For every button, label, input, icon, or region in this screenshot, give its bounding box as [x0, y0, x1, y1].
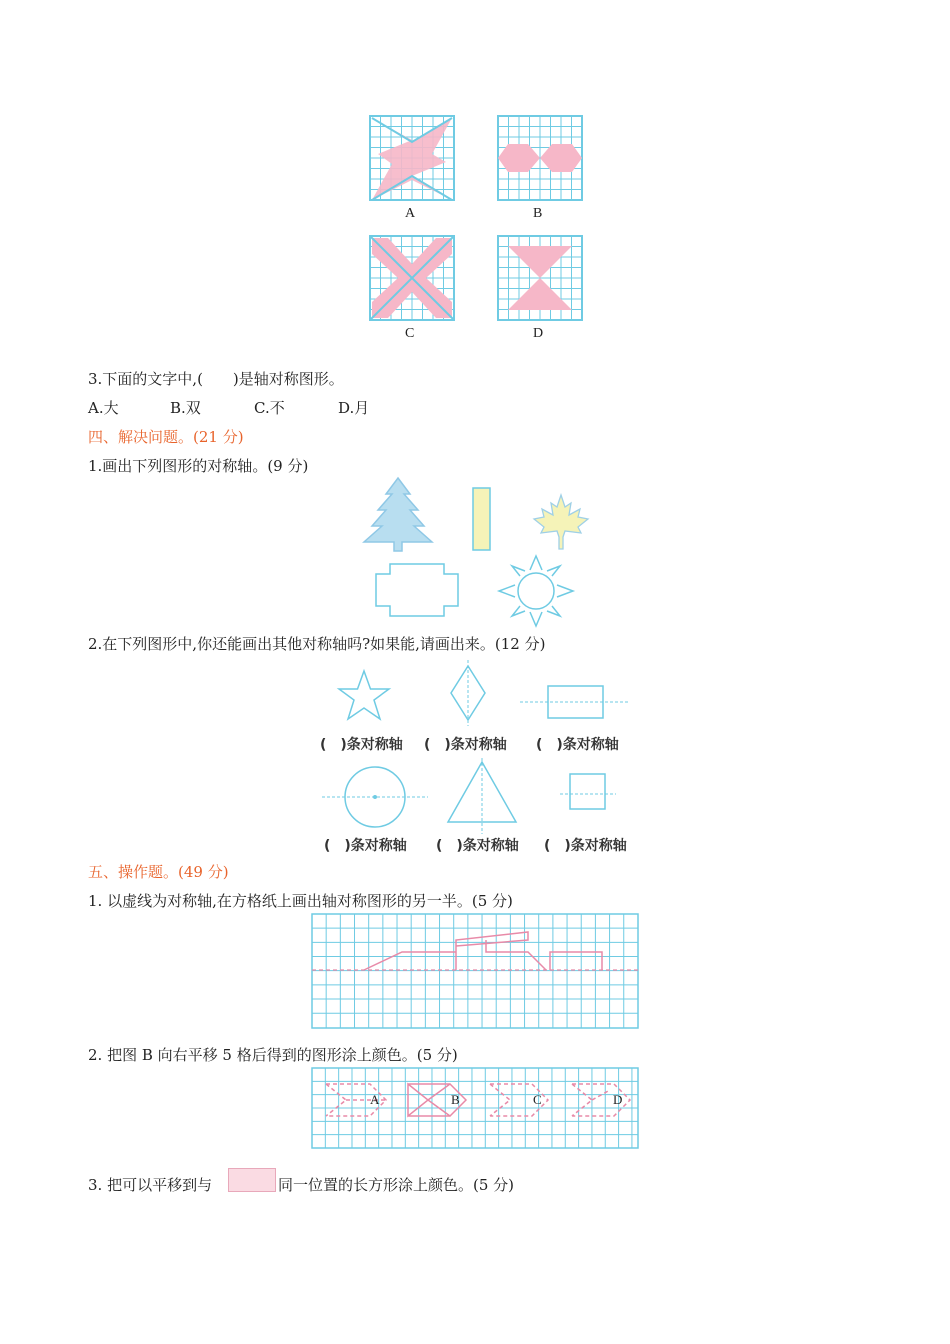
translation-label-a: A	[370, 1092, 380, 1107]
axis-caption-rhombus: ( )条对称轴	[424, 737, 507, 753]
option-label-b: B	[533, 206, 543, 221]
axis-caption-triangle: ( )条对称轴	[436, 838, 519, 854]
option-figure-b	[496, 114, 584, 204]
section-5-question-3-start: 3. 把可以平移到与	[88, 1176, 213, 1194]
section-4-question-1: 1.画出下列图形的对称轴。(9 分)	[88, 457, 309, 475]
cross-shape-figure	[374, 562, 460, 618]
star-figure	[336, 668, 392, 724]
option-figure-c	[368, 234, 456, 324]
translation-label-d: D	[613, 1092, 623, 1107]
translation-label-c: C	[533, 1092, 542, 1107]
option-a: A.大	[88, 399, 119, 417]
maple-leaf-figure	[532, 493, 590, 551]
question-3-text: 3.下面的文字中,( )是轴对称图形。	[88, 370, 344, 388]
square-figure	[560, 764, 616, 826]
option-label-a: A	[405, 206, 416, 221]
rhombus-figure	[448, 660, 488, 726]
tree-figure	[362, 476, 434, 552]
option-figure-a	[368, 114, 456, 204]
section-5-question-1: 1. 以虚线为对称轴,在方格纸上画出轴对称图形的另一半。(5 分)	[88, 892, 513, 910]
option-label-d: D	[533, 326, 544, 341]
rectangle-figure	[520, 682, 630, 722]
option-b: B.双	[170, 399, 201, 417]
symmetry-grid	[310, 912, 640, 1030]
sun-figure	[496, 552, 576, 628]
option-label-c: C	[405, 326, 415, 341]
axis-caption-square: ( )条对称轴	[544, 838, 627, 854]
bar-figure	[471, 486, 493, 552]
translation-grid	[310, 1066, 640, 1150]
section-4-title: 四、解决问题。(21 分)	[88, 428, 244, 446]
section-5-title: 五、操作题。(49 分)	[88, 863, 229, 881]
axis-caption-rectangle: ( )条对称轴	[536, 737, 619, 753]
axis-caption-star: ( )条对称轴	[320, 737, 403, 753]
option-d: D.月	[338, 399, 370, 417]
triangle-figure	[444, 758, 520, 834]
pink-rectangle-swatch	[228, 1168, 276, 1192]
axis-caption-circle: ( )条对称轴	[324, 838, 407, 854]
section-4-question-2: 2.在下列图形中,你还能画出其他对称轴吗?如果能,请画出来。(12 分)	[88, 635, 546, 653]
section-5-question-3-end: 同一位置的长方形涂上颜色。(5 分)	[278, 1176, 515, 1194]
option-c: C.不	[254, 399, 285, 417]
circle-figure	[322, 762, 428, 832]
section-5-question-2: 2. 把图 B 向右平移 5 格后得到的图形涂上颜色。(5 分)	[88, 1046, 458, 1064]
option-figure-d	[496, 234, 584, 324]
translation-label-b: B	[451, 1092, 460, 1107]
